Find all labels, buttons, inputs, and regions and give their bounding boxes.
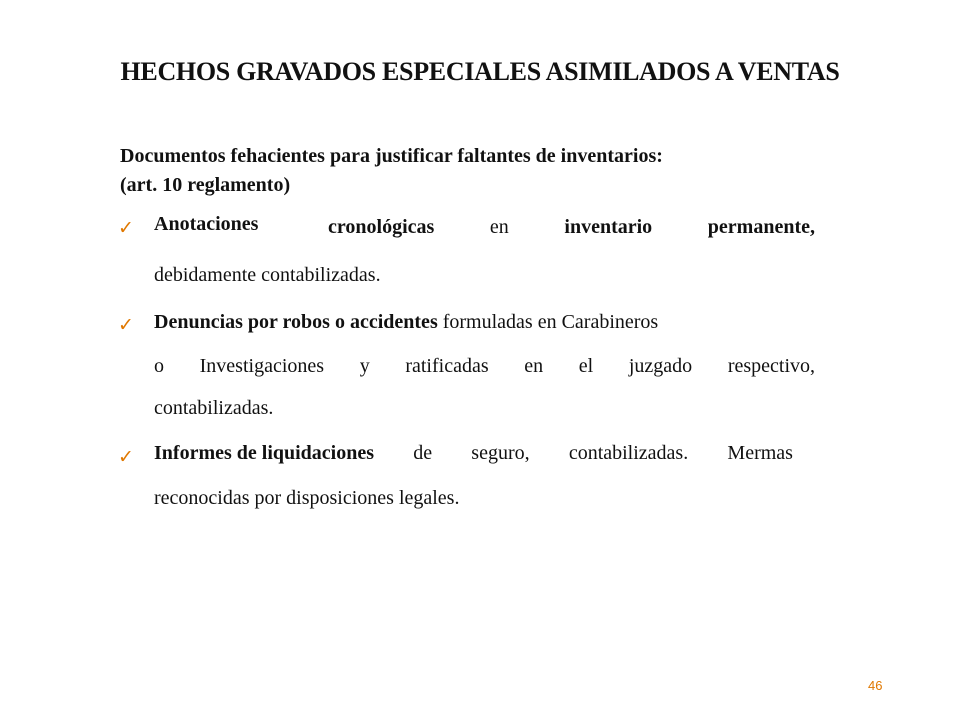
- bullet-1-word: cronológicas: [328, 216, 435, 238]
- page-number: 46: [868, 678, 883, 693]
- bullet-1-lead: [154, 213, 258, 236]
- intro-line-2: (art. 10 reglamento): [120, 174, 291, 196]
- bullet-2-word: Investigaciones: [199, 355, 325, 377]
- slide-title: HECHOS GRAVADOS ESPECIALES ASIMILADOS A VENTAS: [120, 57, 840, 86]
- bullet-1-line: [328, 216, 815, 239]
- bullet-2-word: juzgado: [628, 355, 693, 377]
- bullet-3-line: [154, 442, 793, 465]
- bullet-2-word: ratificadas: [405, 355, 489, 377]
- check-icon: ✓: [118, 217, 134, 239]
- bullet-3-word: seguro,: [471, 442, 530, 464]
- bullet-1-word: en: [489, 216, 509, 238]
- bullet-3-word: Mermas: [727, 442, 793, 464]
- bullet-1-word: inventario: [564, 216, 653, 238]
- bullet-2-word: en: [524, 355, 544, 377]
- bullet-1-word: permanente,: [707, 216, 815, 238]
- check-icon: ✓: [118, 446, 134, 468]
- bullet-2-word: el: [578, 355, 594, 377]
- bullet-2-line: [154, 311, 658, 334]
- bullet-2-justified-line: [154, 355, 815, 378]
- bullet-1-continuation: debidamente contabilizadas.: [154, 264, 381, 286]
- check-icon: ✓: [118, 314, 134, 336]
- bullet-2-continuation: contabilizadas.: [154, 397, 274, 419]
- bullet-3-word: de: [413, 442, 433, 464]
- intro-line-1: Documentos fehacientes para justificar faltantes de inventarios:: [120, 145, 663, 167]
- bullet-2-rest: formuladas en Carabineros: [437, 311, 659, 333]
- bullet-3-word: contabilizadas.: [568, 442, 689, 464]
- bullet-2-word: o: [154, 355, 164, 377]
- bullet-2-bold: Denuncias por robos o accidentes: [154, 311, 438, 333]
- bullet-1-bold: Anotaciones: [154, 213, 259, 235]
- bullet-2-word: y: [359, 355, 370, 377]
- bullet-3-continuation: reconocidas por disposiciones legales.: [154, 487, 460, 509]
- bullet-3-bold: Informes de liquidaciones: [154, 442, 375, 464]
- bullet-2-word: respectivo,: [727, 355, 815, 377]
- intro-text: [120, 142, 663, 200]
